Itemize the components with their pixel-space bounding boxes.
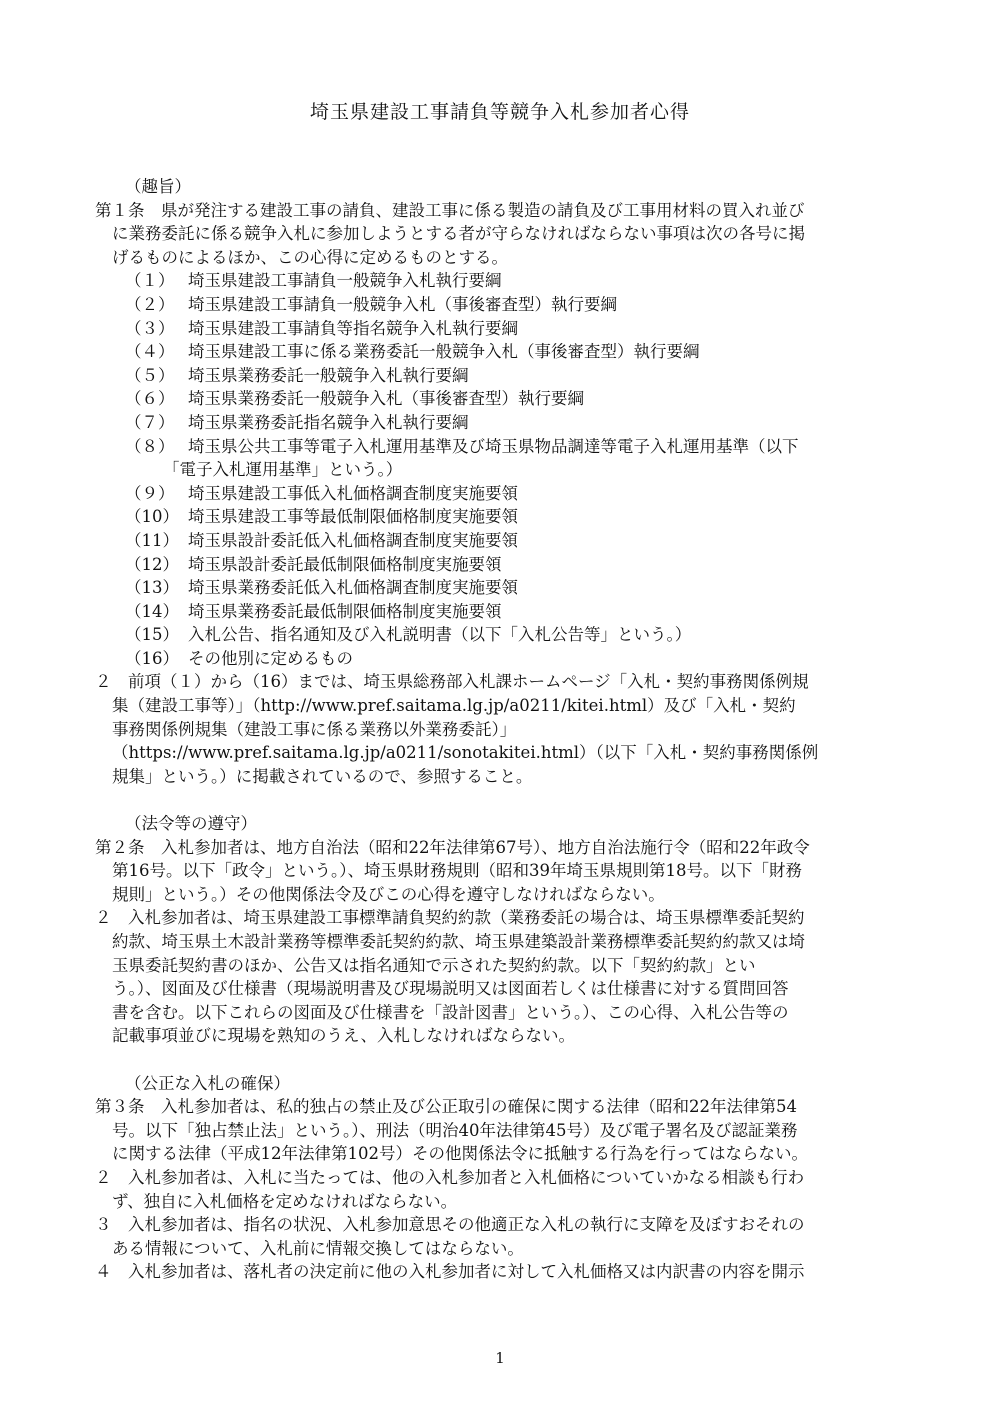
list-item-text: 埼玉県業務委託一般競争入札執行要綱 xyxy=(188,365,469,385)
article-continuation: 集（建設工事等）」（http://www.pref.saitama.lg.jp/a0211/kitei.html）及び「入札・契約 xyxy=(112,696,796,716)
list-item-number: （１） xyxy=(125,271,175,291)
list-item-number: （13） xyxy=(125,578,179,598)
blank-line xyxy=(95,788,910,812)
document-body xyxy=(95,175,910,1284)
article-continuation: （https://www.pref.saitama.lg.jp/a0211/sonotakitei.html）（以下「入札・契約事務関係例 xyxy=(112,743,819,763)
list-item-number: （７） xyxy=(125,412,175,432)
list-item-number: （10） xyxy=(125,507,179,527)
list-item xyxy=(95,364,910,388)
article-continuation: 事務関係例規集（建設工事に係る業務以外業務委託）」 xyxy=(112,719,517,739)
list-item-text: 埼玉県建設工事請負等指名競争入札執行要綱 xyxy=(188,318,518,338)
article-continuation: 号。以下「独占禁止法」という。）、刑法（明治40年法律第45号）及び電子署名及び認証業務 xyxy=(112,1120,798,1140)
list-item-number: （６） xyxy=(125,389,175,409)
article-line: ２ 前項（１）から（16）までは、埼玉県総務部入札課ホームページ「入札・契約事務関係例規 xyxy=(95,672,809,692)
list-item xyxy=(95,623,910,647)
blank-line xyxy=(95,1048,910,1072)
section-heading: （趣旨） xyxy=(125,177,191,196)
article-continuation: に関する法律（平成12年法律第102号）その他関係法令に抵触する行為を行ってはならない。 xyxy=(112,1144,808,1164)
list-item xyxy=(95,553,910,577)
list-item-text: 入札公告、指名通知及び入札説明書（以下「入札公告等」という。） xyxy=(188,625,692,645)
article-continuation: 書を含む。以下これらの図面及び仕様書を「設計図書」という。）、この心得、入札公告等の xyxy=(112,1002,789,1022)
list-item-text: 埼玉県公共工事等電子入札運用基準及び埼玉県物品調達等電子入札運用基準（以下 xyxy=(188,436,799,456)
article-continuation: 規則」という。）その他関係法令及びこの心得を遵守しなければならない。 xyxy=(112,884,665,904)
article-continuation: 規集」という。）に掲載されているので、参照すること。 xyxy=(112,766,533,786)
list-item-text: その他別に定めるもの xyxy=(188,648,353,668)
list-item-text: 埼玉県業務委託最低制限価格制度実施要領 xyxy=(188,601,502,621)
article-continuation: 玉県委託契約書のほか、公告又は指名通知で示された契約約款。以下「契約約款」とい xyxy=(112,955,756,975)
list-item xyxy=(95,387,910,411)
article-continuation: げるものによるほか、この心得に定めるものとする。 xyxy=(112,247,508,267)
list-item-text: 埼玉県設計委託低入札価格調査制度実施要領 xyxy=(188,530,518,550)
list-item xyxy=(95,482,910,506)
list-item-number: （３） xyxy=(125,318,175,338)
article-continuation: ず、独自に入札価格を定めなければならない。 xyxy=(112,1191,458,1211)
list-item-number: （14） xyxy=(125,601,179,621)
list-item-number: （８） xyxy=(125,436,175,456)
section-heading: （法令等の遵守） xyxy=(125,814,257,834)
list-item xyxy=(95,269,910,293)
list-item xyxy=(95,529,910,553)
list-item-text: 埼玉県業務委託低入札価格調査制度実施要領 xyxy=(188,578,518,598)
list-item-number: （15） xyxy=(125,625,179,645)
article-continuation: に業務委託に係る競争入札に参加しようとする者が守らなければならない事項は次の各号に掲 xyxy=(112,224,805,244)
section-heading: （公正な入札の確保） xyxy=(125,1073,290,1093)
list-item xyxy=(95,600,910,624)
list-item-text: 埼玉県業務委託指名競争入札執行要綱 xyxy=(188,412,469,432)
article-line: ２ 入札参加者は、埼玉県建設工事標準請負契約約款（業務委託の場合は、埼玉県標準委託契約 xyxy=(95,908,805,928)
article-continuation: ある情報について、入札前に情報交換してはならない。 xyxy=(112,1238,524,1258)
list-item-text: 埼玉県建設工事低入札価格調査制度実施要領 xyxy=(188,483,518,503)
list-item xyxy=(95,340,910,364)
article-continuation: 記載事項並びに現場を熟知のうえ、入札しなければならない。 xyxy=(112,1026,575,1046)
list-item-text: 埼玉県建設工事等最低制限価格制度実施要領 xyxy=(188,507,518,527)
list-item xyxy=(95,647,910,671)
list-item-continuation: 「電子入札運用基準」という。） xyxy=(163,460,403,480)
list-item xyxy=(95,435,910,459)
list-item-number: （12） xyxy=(125,554,179,574)
list-item xyxy=(95,576,910,600)
list-item-number: （２） xyxy=(125,294,175,314)
article-continuation: 約款、埼玉県土木設計業務等標準委託契約約款、埼玉県建築設計業務標準委託契約約款又は埼 xyxy=(112,932,805,951)
list-item-number: （16） xyxy=(125,648,179,668)
article-line: ３ 入札参加者は、指名の状況、入札参加意思その他適正な入札の執行に支障を及ぼすおそれの xyxy=(95,1215,805,1235)
article-continuation: 第16号。以下「政令」という。）、埼玉県財務規則（昭和39年埼玉県規則第18号。以下「財務 xyxy=(112,861,802,881)
list-item-number: （５） xyxy=(125,365,175,385)
list-item xyxy=(95,293,910,317)
list-item-number: （９） xyxy=(125,483,175,503)
list-item-number: （11） xyxy=(125,530,179,550)
list-item-text: 埼玉県設計委託最低制限価格制度実施要領 xyxy=(188,554,502,574)
article-continuation: う。）、図面及び仕様書（現場説明書及び現場説明又は図面若しくは仕様書に対する質問回答 xyxy=(112,979,789,999)
document-title: 埼玉県建設工事請負等競争入札参加者心得 xyxy=(309,101,690,123)
list-item-text: 埼玉県建設工事請負一般競争入札（事後審査型）執行要綱 xyxy=(188,294,617,314)
list-item xyxy=(95,505,910,529)
article-line: 第３条 入札参加者は、私的独占の禁止及び公正取引の確保に関する法律（昭和22年法律第54 xyxy=(95,1097,797,1117)
list-item-text: 埼玉県業務委託一般競争入札（事後審査型）執行要綱 xyxy=(188,389,584,409)
list-item-text: 埼玉県建設工事請負一般競争入札執行要綱 xyxy=(188,271,502,291)
list-item-number: （４） xyxy=(125,342,175,362)
list-item xyxy=(95,317,910,341)
article-line: ４ 入札参加者は、落札者の決定前に他の入札参加者に対して入札価格又は内訳書の内容を開示 xyxy=(95,1262,805,1282)
article-line: 第１条 県が発注する建設工事の請負、建設工事に係る製造の請負及び工事用材料の買入れ並び xyxy=(95,200,805,220)
article-line: ２ 入札参加者は、入札に当たっては、他の入札参加者と入札価格についていかなる相談も行わ xyxy=(95,1167,805,1187)
list-item xyxy=(95,411,910,435)
article-line: 第２条 入札参加者は、地方自治法（昭和22年法律第67号）、地方自治法施行令（昭和22年政令 xyxy=(95,837,810,857)
page-number: 1 xyxy=(495,1349,505,1367)
list-item-text: 埼玉県建設工事に係る業務委託一般競争入札（事後審査型）執行要綱 xyxy=(188,342,700,362)
